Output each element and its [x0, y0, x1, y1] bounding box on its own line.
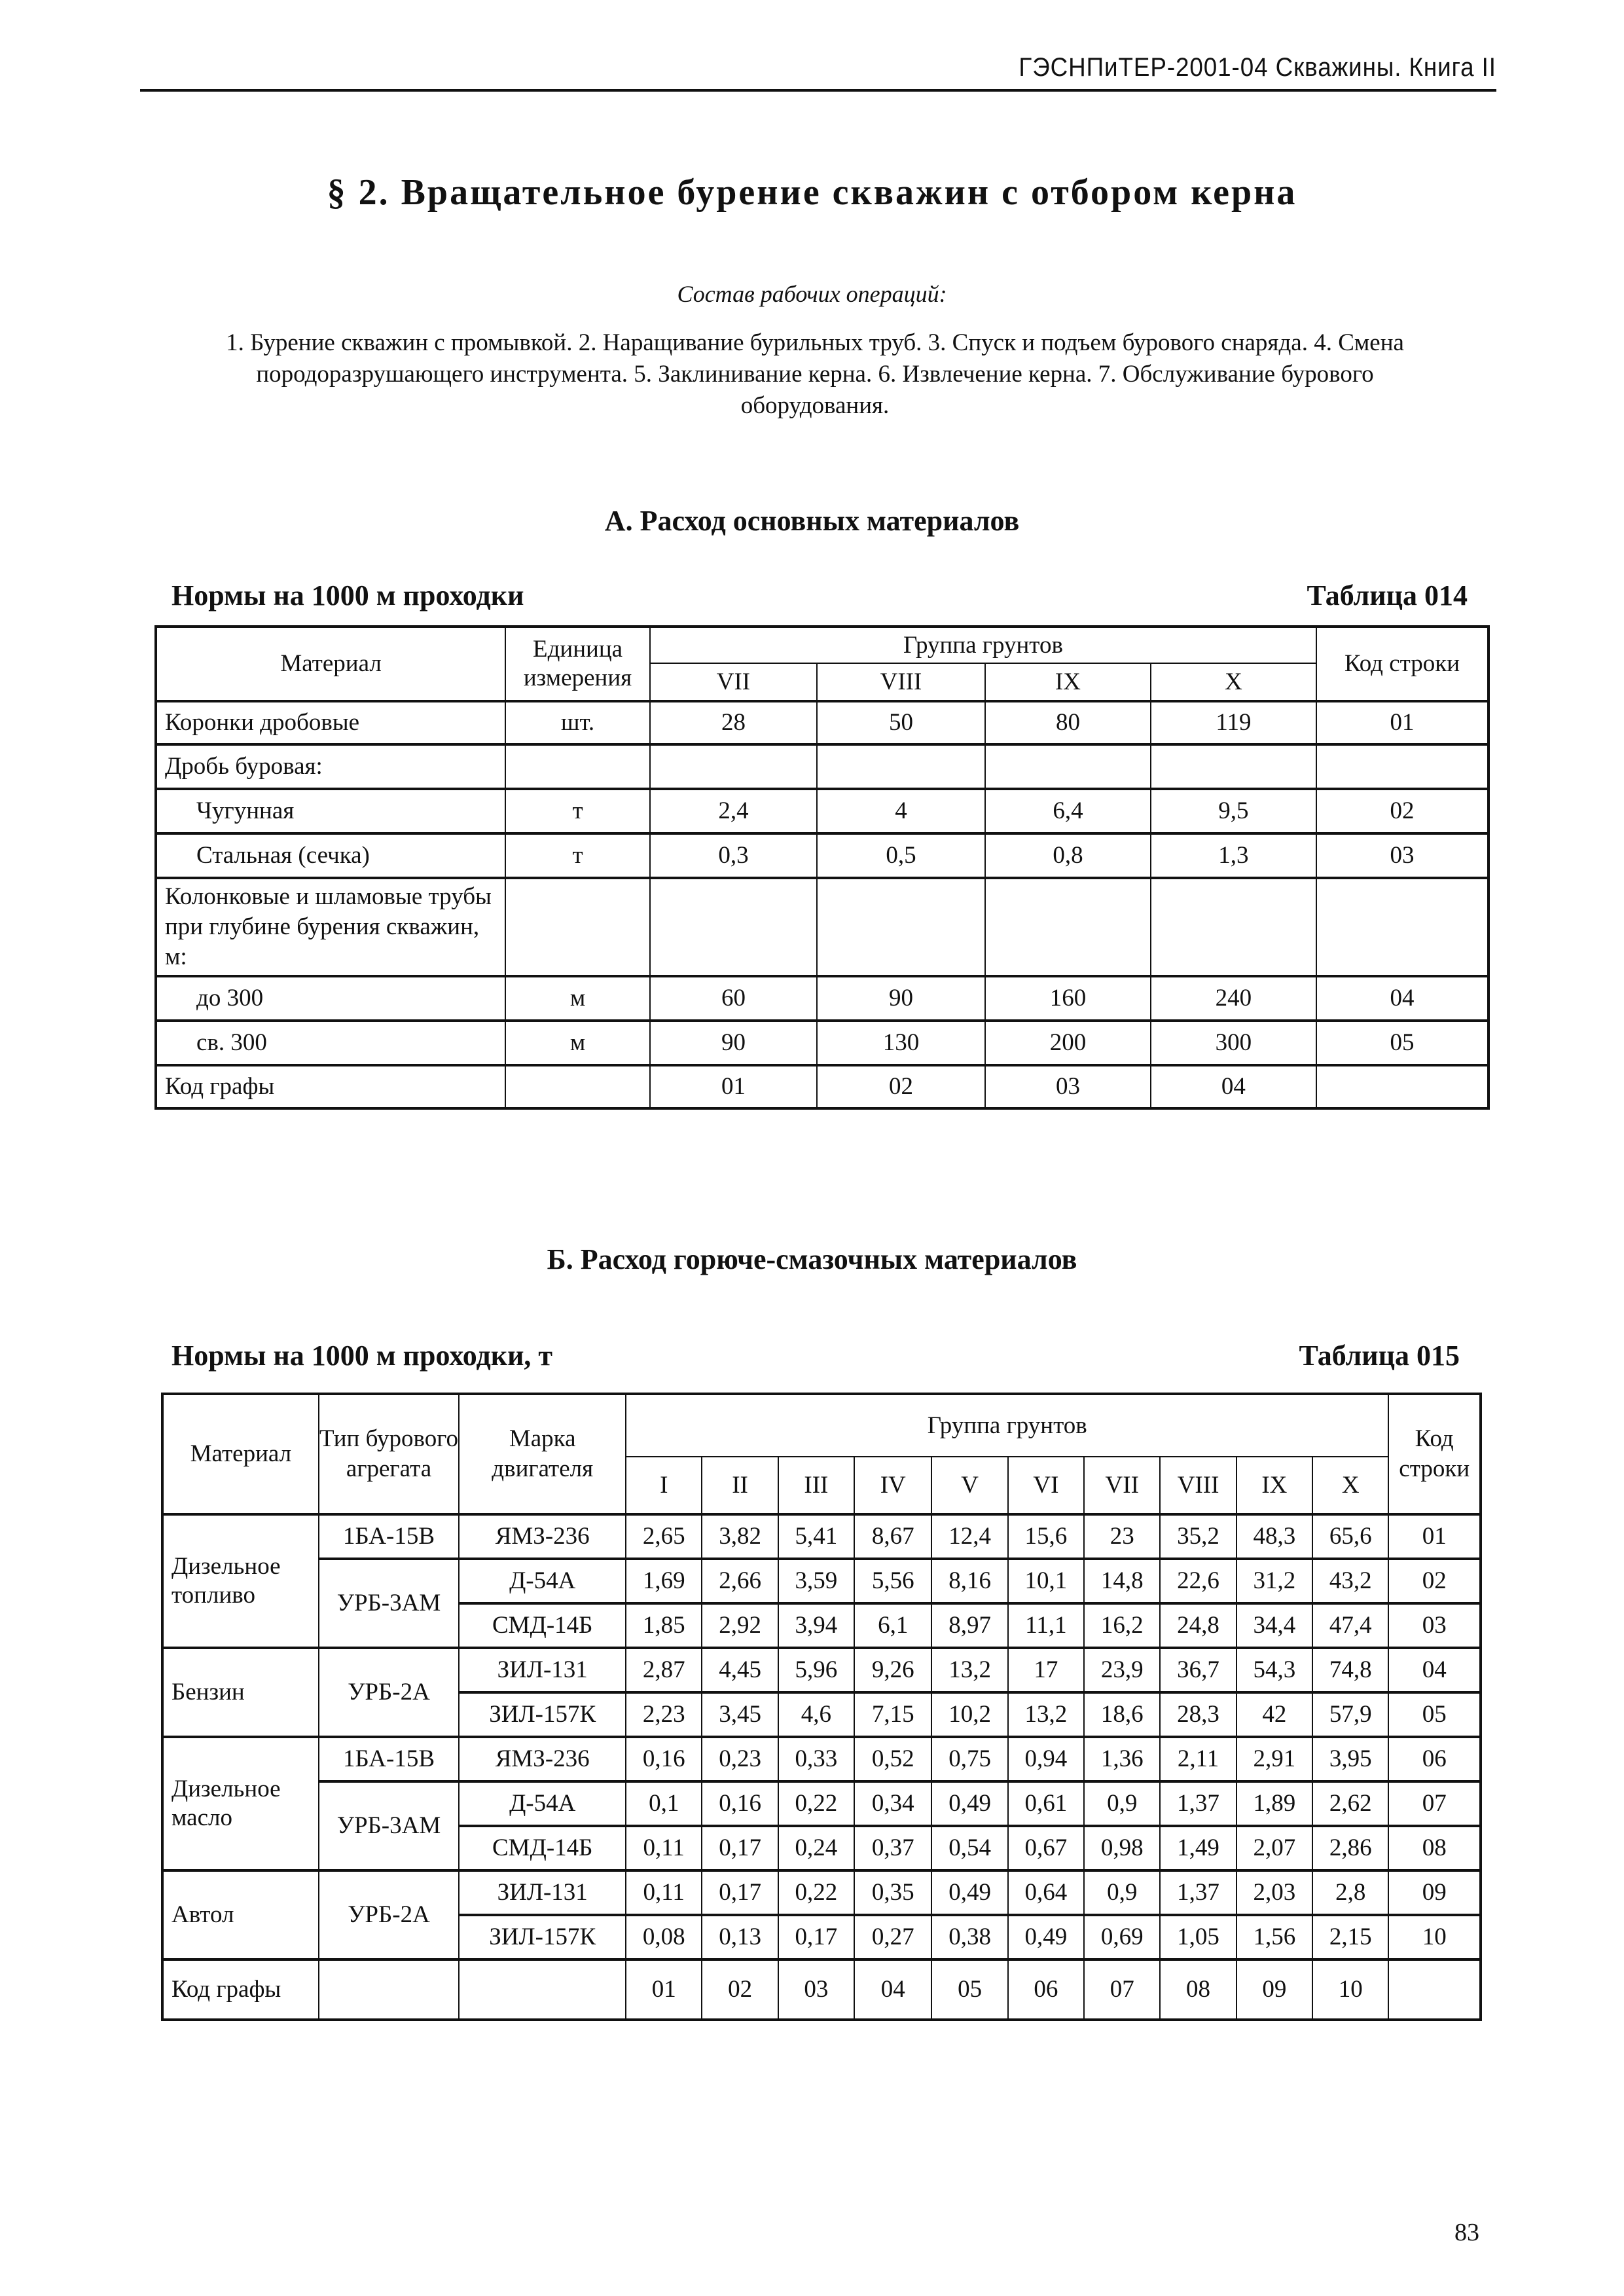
cell-rig: УРБ-2А — [319, 1870, 460, 1959]
section-title: § 2. Вращательное бурение скважин с отбором керна — [327, 172, 1297, 213]
cell-value: 8,97 — [931, 1603, 1007, 1648]
header-group-viii: VIII — [817, 663, 985, 701]
cell-value: 36,7 — [1160, 1648, 1236, 1692]
header-group-vii: VII — [650, 663, 817, 701]
cell-value: 2,66 — [702, 1559, 778, 1603]
header-group-vii: VII — [1084, 1457, 1160, 1514]
cell-value: 2,86 — [1312, 1826, 1388, 1870]
cell-value: 0,98 — [1084, 1826, 1160, 1870]
header-material: Материал — [162, 1394, 319, 1514]
cell-value: 0,08 — [626, 1915, 702, 1959]
cell-value: 0,16 — [702, 1781, 778, 1826]
header-row-code: Код строки — [1316, 627, 1489, 701]
cell-value: 0,27 — [854, 1915, 931, 1959]
cell-engine: ЯМЗ-236 — [459, 1737, 626, 1781]
table-row — [162, 1559, 1481, 1603]
cell-value: 0,49 — [1008, 1915, 1084, 1959]
cell-value: 13,2 — [931, 1648, 1007, 1692]
cell-material: Колонковые и шламовые трубы при глубине бурения скважин, м: — [156, 878, 505, 976]
cell-material: Стальная (сечка) — [156, 833, 505, 878]
table-row — [162, 1514, 1481, 1559]
header-group-vi: VI — [1008, 1457, 1084, 1514]
cell-code: 02 — [1316, 789, 1489, 833]
table015-caption-row — [171, 1339, 1460, 1372]
table015-norm-label: Нормы на 1000 м проходки, т — [171, 1339, 553, 1372]
cell-value: 3,95 — [1312, 1737, 1388, 1781]
cell-value: 1,69 — [626, 1559, 702, 1603]
cell-value: 22,6 — [1160, 1559, 1236, 1603]
cell-value — [985, 744, 1151, 789]
cell-value: 0,38 — [931, 1915, 1007, 1959]
cell-column-code: 06 — [1008, 1959, 1084, 2020]
cell-value: 0,5 — [817, 833, 985, 878]
cell-value: 1,36 — [1084, 1737, 1160, 1781]
cell-value: 23 — [1084, 1514, 1160, 1559]
cell-value: 1,49 — [1160, 1826, 1236, 1870]
cell-value: 3,59 — [778, 1559, 854, 1603]
cell-value: 13,2 — [1008, 1692, 1084, 1737]
cell-value: 0,34 — [854, 1781, 931, 1826]
cell-material-diesel-fuel: Дизельное топливо — [162, 1514, 319, 1648]
cell-code: 03 — [1316, 833, 1489, 878]
header-group-x: X — [1312, 1457, 1388, 1514]
cell-engine: Д-54А — [459, 1781, 626, 1826]
cell-value: 6,4 — [985, 789, 1151, 833]
running-header — [140, 51, 1496, 92]
table014-label: Таблица 014 — [1307, 579, 1468, 611]
cell-empty — [1388, 1959, 1481, 2020]
cell-value: 0,54 — [931, 1826, 1007, 1870]
cell-value: 8,67 — [854, 1514, 931, 1559]
cell-unit — [505, 744, 650, 789]
cell-code: 01 — [1388, 1514, 1481, 1559]
header-soil-group: Группа грунтов — [626, 1394, 1388, 1457]
cell-value: 11,1 — [1008, 1603, 1084, 1648]
cell-unit: м — [505, 1021, 650, 1065]
cell-value: 2,65 — [626, 1514, 702, 1559]
cell-value: 2,4 — [650, 789, 817, 833]
cell-value: 0,23 — [702, 1737, 778, 1781]
cell-engine: ЗИЛ-131 — [459, 1870, 626, 1915]
cell-value: 4,6 — [778, 1692, 854, 1737]
cell-value: 2,92 — [702, 1603, 778, 1648]
header-soil-group: Группа грунтов — [650, 627, 1316, 663]
cell-value: 0,49 — [931, 1870, 1007, 1915]
cell-value: 0,3 — [650, 833, 817, 878]
cell-value: 57,9 — [1312, 1692, 1388, 1737]
cell-value: 74,8 — [1312, 1648, 1388, 1692]
cell-value: 0,11 — [626, 1826, 702, 1870]
cell-value: 0,24 — [778, 1826, 854, 1870]
header-material: Материал — [156, 627, 505, 701]
operations-caption: Состав рабочих операций: — [677, 281, 947, 307]
cell-value: 2,87 — [626, 1648, 702, 1692]
cell-value: 02 — [817, 1065, 985, 1108]
cell-empty — [459, 1959, 626, 2020]
cell-value: 50 — [817, 701, 985, 744]
cell-engine: Д-54А — [459, 1559, 626, 1603]
cell-value: 0,9 — [1084, 1870, 1160, 1915]
cell-material: Чугунная — [156, 789, 505, 833]
cell-value: 2,91 — [1236, 1737, 1312, 1781]
table-014 — [154, 625, 1490, 1110]
header-group-ix: IX — [985, 663, 1151, 701]
cell-value: 0,9 — [1084, 1781, 1160, 1826]
table015-label: Таблица 015 — [1299, 1339, 1460, 1372]
cell-value: 2,03 — [1236, 1870, 1312, 1915]
cell-column-code: 10 — [1312, 1959, 1388, 2020]
cell-value: 0,17 — [702, 1870, 778, 1915]
cell-engine: ЗИЛ-157К — [459, 1692, 626, 1737]
cell-value — [985, 878, 1151, 976]
cell-value: 60 — [650, 976, 817, 1021]
header-group-ii: II — [702, 1457, 778, 1514]
cell-value: 42 — [1236, 1692, 1312, 1737]
cell-value: 0,33 — [778, 1737, 854, 1781]
table-row — [162, 1781, 1481, 1826]
cell-material: Дробь буровая: — [156, 744, 505, 789]
cell-code: 04 — [1316, 976, 1489, 1021]
cell-value: 160 — [985, 976, 1151, 1021]
table-row — [156, 878, 1489, 976]
cell-value: 54,3 — [1236, 1648, 1312, 1692]
table-row — [162, 1870, 1481, 1915]
header-group-x: X — [1151, 663, 1316, 701]
header-engine: Марка двигателя — [459, 1394, 626, 1514]
cell-value: 90 — [650, 1021, 817, 1065]
cell-value: 2,07 — [1236, 1826, 1312, 1870]
cell-engine: ЗИЛ-131 — [459, 1648, 626, 1692]
cell-value: 80 — [985, 701, 1151, 744]
header-group-v: V — [931, 1457, 1007, 1514]
cell-rig: 1БА-15В — [319, 1737, 460, 1781]
cell-value: 119 — [1151, 701, 1316, 744]
cell-rig: УРБ-2А — [319, 1648, 460, 1737]
cell-unit — [505, 1065, 650, 1108]
cell-column-code: 09 — [1236, 1959, 1312, 2020]
cell-value: 2,11 — [1160, 1737, 1236, 1781]
cell-code — [1316, 1065, 1489, 1108]
cell-value: 4 — [817, 789, 985, 833]
section-a-heading: А. Расход основных материалов — [604, 505, 1020, 537]
cell-value: 15,6 — [1008, 1514, 1084, 1559]
table-row — [156, 701, 1489, 744]
operations-text: 1. Бурение скважин с промывкой. 2. Наращивание бурильных труб. 3. Спуск и подъем бурового снаряда. 4. Смена породоразрушающего инструмента. 5. Заклинивание керна. 6. Извлечение керна. 7. Обслуживание бурового оборудования. — [226, 329, 1404, 419]
cell-value: 43,2 — [1312, 1559, 1388, 1603]
table-row — [156, 1021, 1489, 1065]
cell-value: 0,22 — [778, 1781, 854, 1826]
cell-column-code: 03 — [778, 1959, 854, 2020]
header-unit: Единица измерения — [505, 627, 650, 701]
cell-value: 1,89 — [1236, 1781, 1312, 1826]
cell-code — [1316, 878, 1489, 976]
header-row-code: Код строки — [1388, 1394, 1481, 1514]
table-row — [156, 976, 1489, 1021]
header-group-viii: VIII — [1160, 1457, 1236, 1514]
cell-unit: т — [505, 789, 650, 833]
cell-code: 01 — [1316, 701, 1489, 744]
cell-column-code: 01 — [626, 1959, 702, 2020]
cell-rig: 1БА-15В — [319, 1514, 460, 1559]
cell-value: 10,1 — [1008, 1559, 1084, 1603]
table-row — [156, 789, 1489, 833]
cell-value: 0,35 — [854, 1870, 931, 1915]
cell-empty — [319, 1959, 460, 2020]
cell-unit: м — [505, 976, 650, 1021]
cell-value: 0,1 — [626, 1781, 702, 1826]
cell-value: 90 — [817, 976, 985, 1021]
cell-material-gasoline: Бензин — [162, 1648, 319, 1737]
header-rig-type: Тип бурового агрегата — [319, 1394, 460, 1514]
table-015 — [161, 1393, 1482, 2021]
cell-value: 28 — [650, 701, 817, 744]
cell-value: 4,45 — [702, 1648, 778, 1692]
cell-unit: шт. — [505, 701, 650, 744]
cell-column-code: 05 — [931, 1959, 1007, 2020]
cell-value: 9,5 — [1151, 789, 1316, 833]
cell-code: 05 — [1316, 1021, 1489, 1065]
table014-caption-row — [171, 579, 1468, 612]
cell-value: 0,22 — [778, 1870, 854, 1915]
table-row — [156, 833, 1489, 878]
cell-code — [1316, 744, 1489, 789]
cell-value: 0,13 — [702, 1915, 778, 1959]
table014-norm-label: Нормы на 1000 м проходки — [171, 579, 524, 611]
cell-value: 1,37 — [1160, 1781, 1236, 1826]
cell-material: Код графы — [156, 1065, 505, 1108]
cell-value: 1,05 — [1160, 1915, 1236, 1959]
cell-value: 10,2 — [931, 1692, 1007, 1737]
cell-value: 03 — [985, 1065, 1151, 1108]
table-row — [156, 744, 1489, 789]
section-b-heading: Б. Расход горюче-смазочных материалов — [547, 1243, 1077, 1275]
cell-value: 0,17 — [702, 1826, 778, 1870]
cell-value: 23,9 — [1084, 1648, 1160, 1692]
cell-value: 3,45 — [702, 1692, 778, 1737]
cell-value: 2,62 — [1312, 1781, 1388, 1826]
cell-value — [817, 744, 985, 789]
cell-value: 0,37 — [854, 1826, 931, 1870]
cell-value: 35,2 — [1160, 1514, 1236, 1559]
cell-value: 8,16 — [931, 1559, 1007, 1603]
cell-value — [650, 878, 817, 976]
cell-code: 04 — [1388, 1648, 1481, 1692]
cell-value: 5,56 — [854, 1559, 931, 1603]
cell-value: 3,82 — [702, 1514, 778, 1559]
cell-value — [1151, 744, 1316, 789]
cell-value: 5,41 — [778, 1514, 854, 1559]
cell-engine: ЯМЗ-236 — [459, 1514, 626, 1559]
cell-value: 0,49 — [931, 1781, 1007, 1826]
cell-rig: УРБ-3АМ — [319, 1559, 460, 1648]
cell-material: Коронки дробовые — [156, 701, 505, 744]
table-row — [162, 1648, 1481, 1692]
cell-value: 0,75 — [931, 1737, 1007, 1781]
page-number: 83 — [1454, 2219, 1479, 2246]
cell-column-code-label: Код графы — [162, 1959, 319, 2020]
cell-value: 47,4 — [1312, 1603, 1388, 1648]
cell-value: 04 — [1151, 1065, 1316, 1108]
cell-value: 0,52 — [854, 1737, 931, 1781]
cell-value: 200 — [985, 1021, 1151, 1065]
cell-value: 14,8 — [1084, 1559, 1160, 1603]
cell-value: 0,11 — [626, 1870, 702, 1915]
cell-value: 7,15 — [854, 1692, 931, 1737]
header-group-ix: IX — [1236, 1457, 1312, 1514]
header-group-i: I — [626, 1457, 702, 1514]
cell-value: 16,2 — [1084, 1603, 1160, 1648]
cell-value: 1,56 — [1236, 1915, 1312, 1959]
cell-code: 10 — [1388, 1915, 1481, 1959]
cell-material-avtol: Автол — [162, 1870, 319, 1959]
cell-engine: СМД-14Б — [459, 1603, 626, 1648]
cell-column-code: 08 — [1160, 1959, 1236, 2020]
cell-rig: УРБ-3АМ — [319, 1781, 460, 1870]
cell-column-code: 07 — [1084, 1959, 1160, 2020]
cell-column-code: 04 — [854, 1959, 931, 2020]
cell-value: 34,4 — [1236, 1603, 1312, 1648]
running-header-text: ГЭСНПиТЕР-2001-04 Скважины. Книга II — [1019, 53, 1496, 82]
cell-value: 0,64 — [1008, 1870, 1084, 1915]
cell-value: 0,94 — [1008, 1737, 1084, 1781]
header-group-iv: IV — [854, 1457, 931, 1514]
cell-value: 2,23 — [626, 1692, 702, 1737]
cell-value: 1,37 — [1160, 1870, 1236, 1915]
cell-value: 48,3 — [1236, 1514, 1312, 1559]
cell-value: 130 — [817, 1021, 985, 1065]
cell-value: 31,2 — [1236, 1559, 1312, 1603]
cell-code: 09 — [1388, 1870, 1481, 1915]
cell-unit — [505, 878, 650, 976]
cell-value: 0,8 — [985, 833, 1151, 878]
cell-engine: ЗИЛ-157К — [459, 1915, 626, 1959]
cell-value: 0,16 — [626, 1737, 702, 1781]
cell-value: 18,6 — [1084, 1692, 1160, 1737]
cell-value: 0,69 — [1084, 1915, 1160, 1959]
cell-value: 0,61 — [1008, 1781, 1084, 1826]
cell-column-code: 02 — [702, 1959, 778, 2020]
table-row-column-codes — [156, 1065, 1489, 1108]
cell-value: 01 — [650, 1065, 817, 1108]
cell-code: 07 — [1388, 1781, 1481, 1826]
cell-material-diesel-oil: Дизельное масло — [162, 1737, 319, 1870]
cell-value: 24,8 — [1160, 1603, 1236, 1648]
cell-value: 0,17 — [778, 1915, 854, 1959]
cell-value: 300 — [1151, 1021, 1316, 1065]
cell-material: до 300 — [156, 976, 505, 1021]
cell-value: 65,6 — [1312, 1514, 1388, 1559]
cell-value: 2,8 — [1312, 1870, 1388, 1915]
cell-value: 9,26 — [854, 1648, 931, 1692]
cell-code: 06 — [1388, 1737, 1481, 1781]
cell-value: 5,96 — [778, 1648, 854, 1692]
cell-value: 3,94 — [778, 1603, 854, 1648]
cell-value: 1,85 — [626, 1603, 702, 1648]
cell-value — [650, 744, 817, 789]
cell-unit: т — [505, 833, 650, 878]
cell-value: 28,3 — [1160, 1692, 1236, 1737]
cell-code: 03 — [1388, 1603, 1481, 1648]
cell-value: 240 — [1151, 976, 1316, 1021]
cell-material: св. 300 — [156, 1021, 505, 1065]
cell-value: 6,1 — [854, 1603, 931, 1648]
cell-value — [817, 878, 985, 976]
table-row-column-codes — [162, 1959, 1481, 2020]
cell-value: 17 — [1008, 1648, 1084, 1692]
cell-code: 08 — [1388, 1826, 1481, 1870]
header-group-iii: III — [778, 1457, 854, 1514]
cell-code: 05 — [1388, 1692, 1481, 1737]
cell-value: 1,3 — [1151, 833, 1316, 878]
table-row — [162, 1737, 1481, 1781]
cell-code: 02 — [1388, 1559, 1481, 1603]
cell-value — [1151, 878, 1316, 976]
cell-engine: СМД-14Б — [459, 1826, 626, 1870]
cell-value: 12,4 — [931, 1514, 1007, 1559]
cell-value: 2,15 — [1312, 1915, 1388, 1959]
cell-value: 0,67 — [1008, 1826, 1084, 1870]
